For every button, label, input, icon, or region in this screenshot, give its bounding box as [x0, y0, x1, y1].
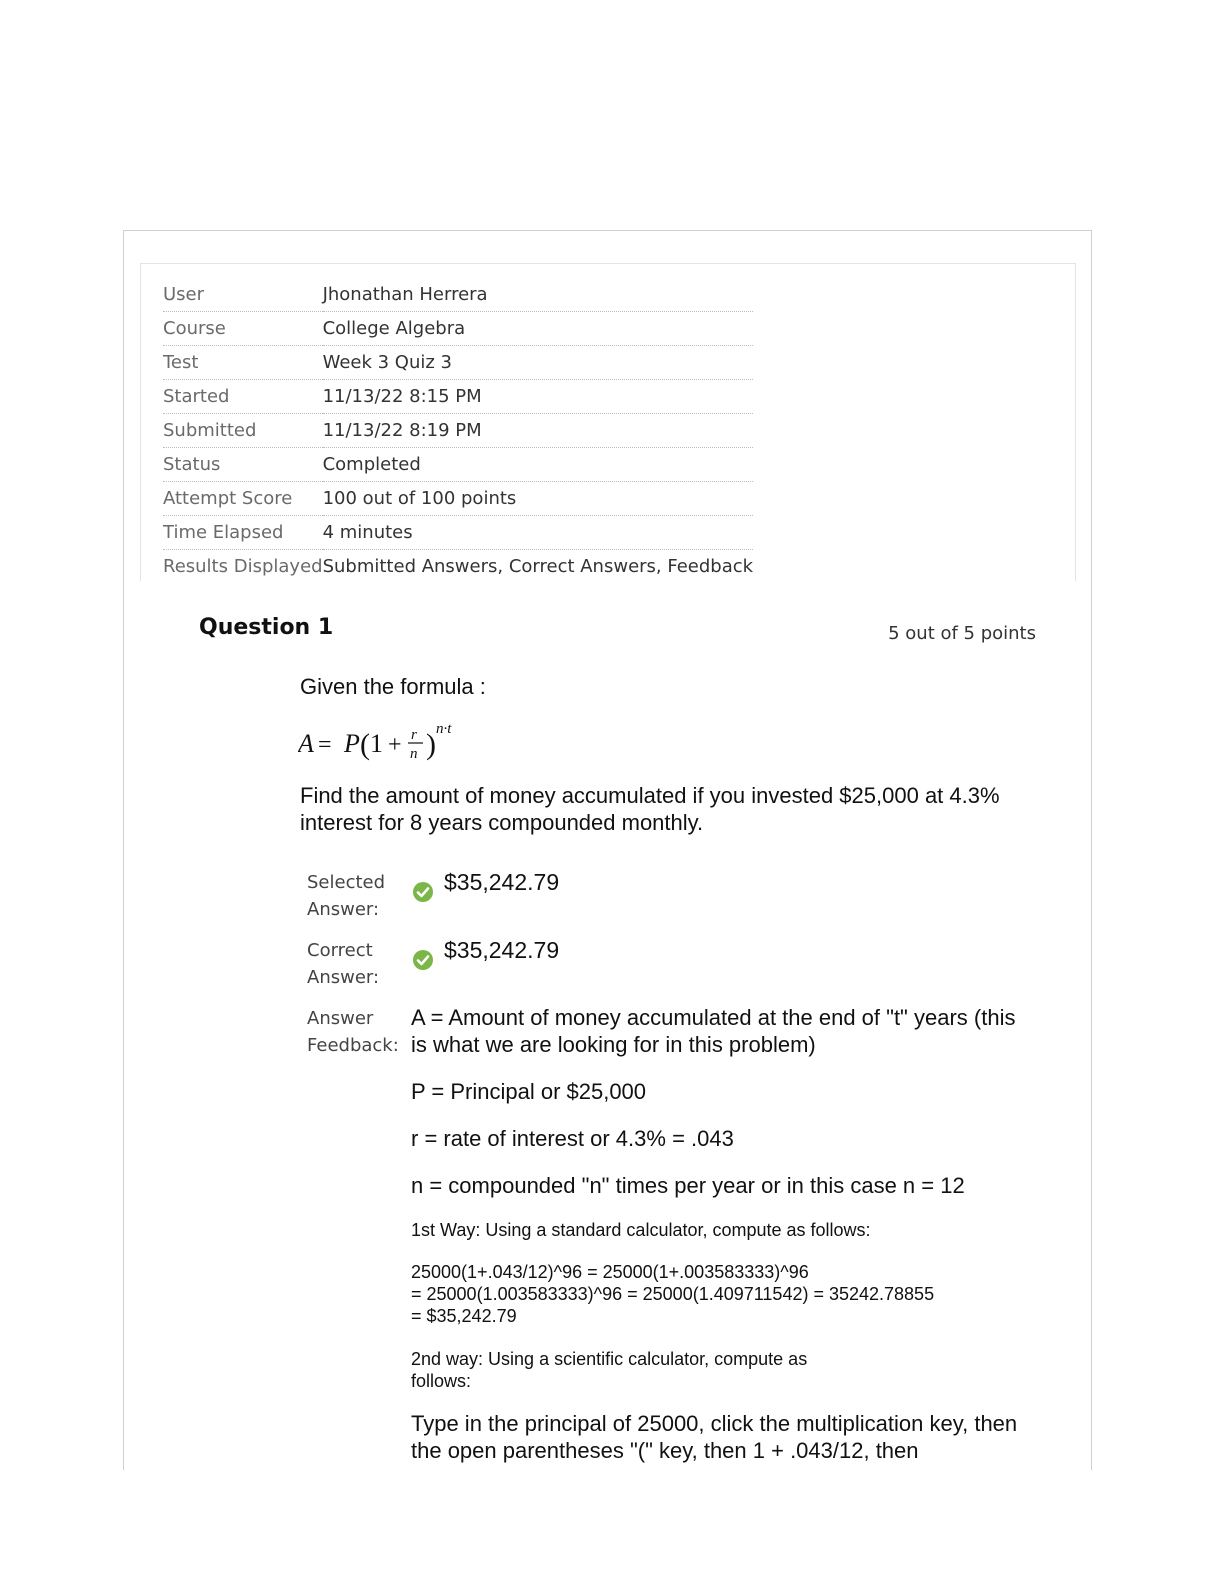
summary-label: User	[163, 278, 323, 312]
summary-row	[163, 448, 753, 482]
answer-feedback-label: Answer Feedback:	[307, 1008, 399, 1056]
attempt-summary-table	[163, 278, 753, 583]
summary-label: Status	[163, 448, 323, 482]
formula-a: A	[298, 729, 314, 758]
summary-value: 11/13/22 8:15 PM	[323, 380, 754, 414]
summary-row	[163, 482, 753, 516]
formula-numerator: r	[411, 727, 417, 743]
compound-interest-formula	[298, 718, 478, 764]
summary-row	[163, 346, 753, 380]
summary-value: 4 minutes	[323, 516, 754, 550]
correct-answer-value: $35,242.79	[444, 937, 560, 963]
summary-value: 11/13/22 8:19 PM	[323, 414, 754, 448]
formula-p: P	[344, 729, 360, 758]
feedback-second-way: 2nd way: Using a scientific calculator, compute as follows:	[411, 1349, 808, 1391]
formula-eq: =	[318, 732, 332, 758]
summary-value: Completed	[323, 448, 754, 482]
question-title: Question 1	[199, 615, 334, 640]
feedback-type-in-instructions: Type in the principal of 25000, click the multiplication key, then the open parentheses "(" key, then 1 + .043/12, then	[411, 1411, 1018, 1463]
summary-row	[163, 278, 753, 312]
feedback-first-way: 1st Way: Using a standard calculator, compute as follows:	[411, 1220, 871, 1240]
formula-plus: +	[388, 732, 402, 758]
summary-label: Started	[163, 380, 323, 414]
check-circle-icon	[412, 949, 434, 971]
summary-value: Submitted Answers, Correct Answers, Feedback	[322, 556, 754, 577]
selected-answer-value: $35,242.79	[444, 869, 560, 895]
summary-row	[163, 380, 753, 414]
question-points: 5 out of 5 points	[888, 623, 1036, 644]
selected-answer-label: Selected Answer:	[307, 872, 386, 920]
formula-denominator: n	[410, 746, 418, 762]
feedback-definition-p: P = Principal or $25,000	[411, 1079, 647, 1104]
question-text: Find the amount of money accumulated if you invested $25,000 at 4.3% interest for 8 years compounded monthly.	[300, 783, 1000, 835]
summary-value: Jhonathan Herrera	[323, 278, 754, 312]
summary-row	[163, 312, 753, 346]
summary-row	[163, 516, 753, 550]
question-intro: Given the formula :	[300, 674, 486, 699]
summary-label: Time Elapsed	[163, 516, 323, 550]
formula-exponent: n·t	[436, 721, 452, 737]
correct-answer-label: Correct Answer:	[307, 940, 380, 988]
summary-label: Test	[163, 346, 323, 380]
summary-row	[163, 414, 753, 448]
feedback-definition-n: n = compounded "n" times per year or in this case n = 12	[411, 1173, 965, 1198]
summary-row	[163, 550, 753, 584]
formula-lparen: (	[360, 728, 370, 761]
feedback-definition-a: A = Amount of money accumulated at the end of "t" years (this is what we are looking for in this problem)	[411, 1005, 1016, 1057]
feedback-definition-r: r = rate of interest or 4.3% = .043	[411, 1126, 734, 1151]
check-circle-icon	[412, 881, 434, 903]
summary-value: College Algebra	[323, 312, 754, 346]
feedback-calculation: 25000(1+.043/12)^96 = 25000(1+.003583333)^96 = 25000(1.003583333)^96 = 25000(1.409711542) = 35242.78855 = $35,242.79	[411, 1262, 935, 1326]
formula-rparen: )	[426, 728, 436, 761]
summary-label: Course	[163, 312, 323, 346]
summary-label: Submitted	[163, 414, 323, 448]
summary-value: Week 3 Quiz 3	[323, 346, 754, 380]
summary-label: Results Displayed	[163, 556, 323, 577]
summary-value: 100 out of 100 points	[323, 482, 754, 516]
summary-label: Attempt Score	[163, 482, 323, 516]
formula-one: 1	[370, 729, 383, 758]
